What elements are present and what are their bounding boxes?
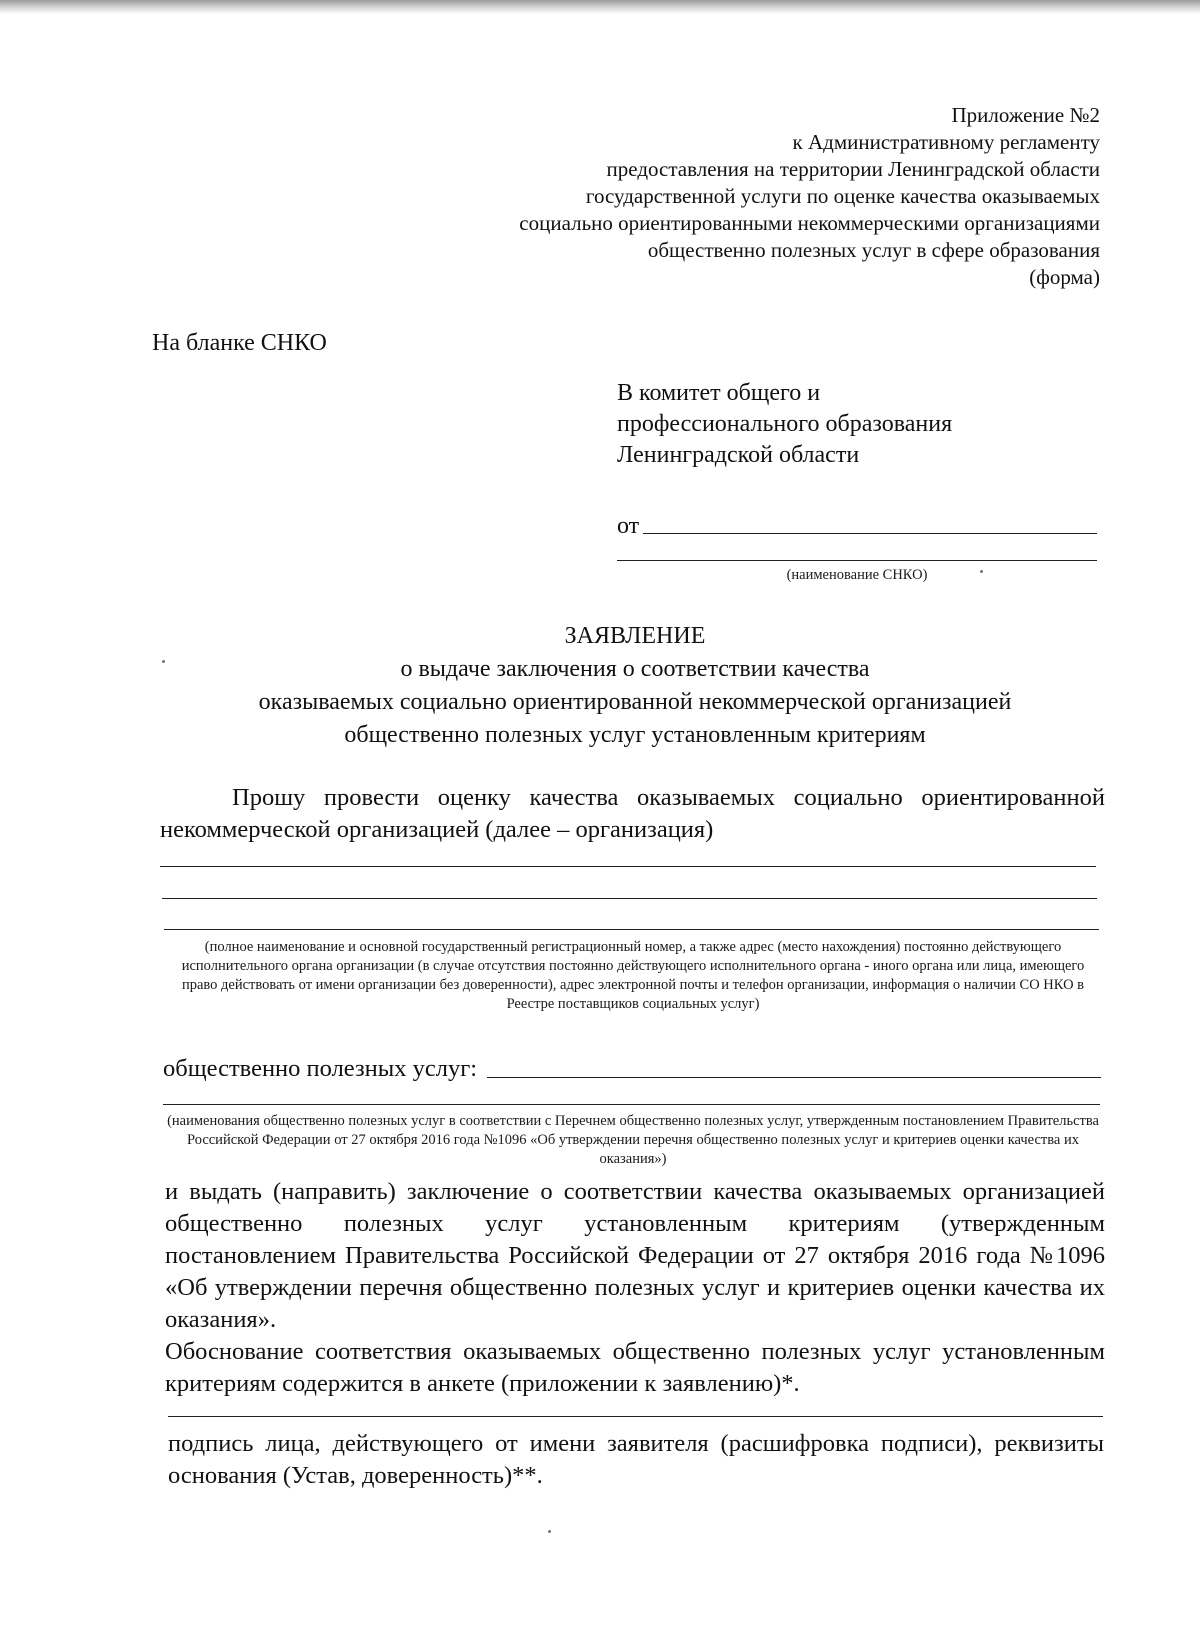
title-block bbox=[150, 620, 1120, 752]
signature-fill-line[interactable] bbox=[168, 1416, 1103, 1417]
services-label: общественно полезных услуг: bbox=[163, 1055, 478, 1082]
header-line: (форма) bbox=[1029, 265, 1100, 289]
services-fill-line-2[interactable] bbox=[163, 1104, 1100, 1105]
header-line: предоставления на территории Ленинградской области bbox=[606, 157, 1100, 181]
services-caption: (наименования общественно полезных услуг в соответствии с Перечнем общественно полезных услуг, утвержденным постановлением Правительства Российской Федерации от 27 октября 2016 года №1096 «Об утверждении перечня общественно полезных услуг и критериев оценки качества их оказания») bbox=[167, 1113, 1099, 1167]
title-subline: оказываемых социально ориентированной некоммерческой организацией bbox=[258, 689, 1012, 715]
signature-paragraph: подпись лица, действующего от имени заявителя (расшифровка подписи), реквизиты основания (Устав, доверенность)**. bbox=[168, 1430, 1104, 1489]
addressee-line: Ленинградской области bbox=[617, 442, 860, 468]
title-subline: о выдаче заключения о соответствии качества bbox=[400, 656, 870, 682]
org-fill-line-3[interactable] bbox=[164, 929, 1099, 930]
addressee-line: профессионального образования bbox=[617, 411, 953, 437]
blank-note: На бланке СНКО bbox=[152, 330, 327, 356]
header-line: к Административному регламенту bbox=[792, 130, 1100, 154]
services-field[interactable] bbox=[163, 1054, 1101, 1084]
from-fill-line[interactable] bbox=[643, 533, 1097, 534]
appendix-header bbox=[519, 102, 1100, 291]
issue-paragraph: и выдать (направить) заключение о соответствии качества оказываемых организацией общественно полезных услуг установленным критериям (утвержденным постановлением Правительства Российской Федерации от 27 октября 2016 года №1096 «Об утверждении перечня общественно полезных услуг и критериев оценки качества их оказания». bbox=[165, 1178, 1105, 1333]
request-paragraph: Прошу провести оценку качества оказываемых социально ориентированной некоммерческой организацией (далее – организация) bbox=[160, 784, 1105, 843]
scan-speck bbox=[548, 1530, 551, 1533]
scan-edge bbox=[0, 0, 1200, 14]
scan-speck bbox=[162, 660, 165, 663]
document-title: ЗАЯВЛЕНИЕ bbox=[564, 623, 706, 649]
header-line: общественно полезных услуг в сфере образования bbox=[647, 238, 1100, 262]
from-fill-line-2[interactable] bbox=[617, 560, 1097, 561]
addressee-line: В комитет общего и bbox=[617, 380, 821, 406]
scan-speck bbox=[980, 570, 983, 573]
header-line: Приложение №2 bbox=[951, 103, 1100, 127]
org-fill-line-1[interactable] bbox=[160, 866, 1096, 867]
addressee-block bbox=[617, 378, 952, 471]
header-line: социально ориентированными некоммерческими организациями bbox=[519, 211, 1100, 235]
justification-paragraph: Обоснование соответствия оказываемых общественно полезных услуг установленным критериям содержится в анкете (приложении к заявлению)*. bbox=[165, 1338, 1105, 1397]
services-fill-line[interactable] bbox=[487, 1077, 1101, 1078]
from-field[interactable] bbox=[617, 510, 1097, 540]
org-fill-line-2[interactable] bbox=[162, 898, 1097, 899]
snko-name-caption: (наименование СНКО) bbox=[786, 567, 928, 583]
header-line: государственной услуги по оценке качества оказываемых bbox=[585, 184, 1100, 208]
title-subline: общественно полезных услуг установленным критериям bbox=[344, 722, 926, 748]
from-label: от bbox=[617, 513, 640, 539]
org-caption: (полное наименование и основной государственный регистрационный номер, а также адрес (место нахождения) постоянно действующего исполнительного органа организации (в случае отсутствия постоянно действующего исполнительного органа - иного органа или лица, имеющего право действовать от имени организации без доверенности), адрес электронной почты и телефон организации, информация о наличии СО НКО в Реестре поставщиков социальных услуг) bbox=[181, 939, 1085, 1012]
